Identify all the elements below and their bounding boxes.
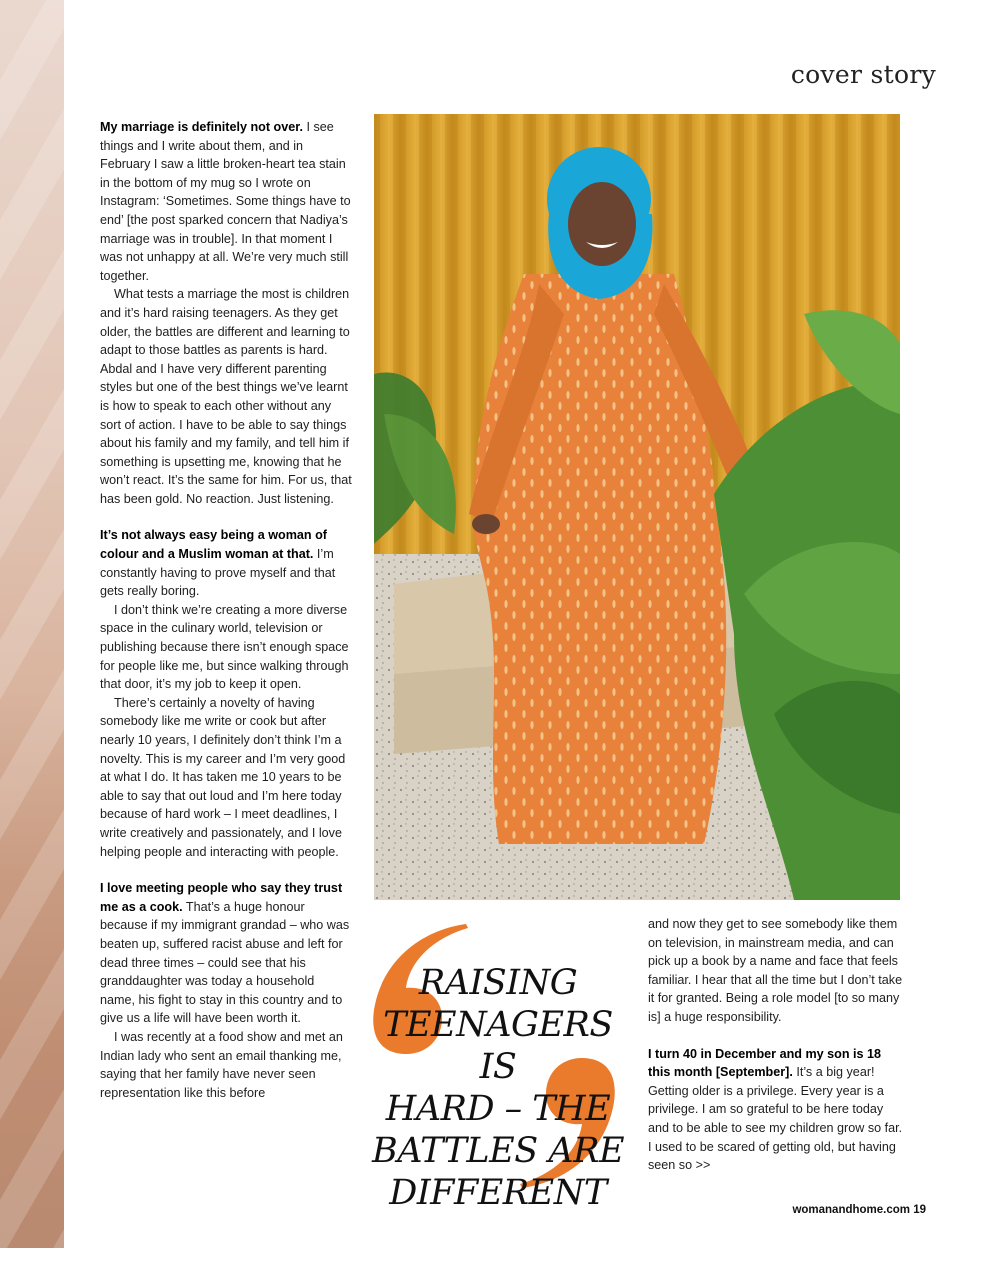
paragraph: There’s certainly a novelty of having somebody like me write or cook but after nearly 10 years, I definitely don’t think I’m a novelty. This is my career and I’m very good at what I do. It has taken me 10 years to be able to say that out loud and I’m here today because of hard work – I meet deadlines, I write creatively and passionately, and I love helping people and interacting with people. bbox=[100, 695, 346, 859]
section-label: cover story bbox=[790, 60, 936, 89]
paragraph: My marriage is definitely not over. I see things and I write about them, and in February I saw a little broken-heart tea stain in the bottom of my mug so I wrote on Instagram: ‘Sometimes. Some things have to end’ [the post sparked concern that Nadiya’s marriage was in trouble]. In that moment I was not unhappy at all. We’re very much still together. bbox=[100, 120, 351, 283]
body-column-left bbox=[100, 118, 352, 1102]
page-folio: womanandhome.com 19 bbox=[792, 1204, 926, 1216]
paragraph: I turn 40 in December and my son is 18 this month [September]. It’s a big year! Getting older is a privilege. Every year is a privilege. I am so grateful to be here today and to be able to see my children grow so far. I used to be scared of getting old, but having seen so >> bbox=[648, 1046, 903, 1173]
pull-quote-line: HARD – THE bbox=[385, 1089, 611, 1129]
paragraph: and now they get to see somebody like them on television, in mainstream media, and can pick up a book by a name and face that feels familiar. I hear that all the time but I don’t take it for granted. Being a role model [to so many is] a huge responsibility. bbox=[648, 917, 903, 1024]
cover-photo bbox=[374, 114, 900, 900]
paragraph: What tests a marriage the most is children and it’s hard raising teenagers. As they get older, the battles are different and learning to adapt to those battles as parents is hard. Abdal and I have very different parenting styles but one of the best things we’ve learnt is how to speak to each other without any sort of action. I have to be able to say things about his family and my family, and tell him if something is upsetting me, knowing that he won’t react. It’s the same for him. For us, that has been gold. No reaction. Just listening. bbox=[100, 287, 352, 506]
pull-quote-line: BATTLES ARE bbox=[372, 1131, 624, 1171]
body-column-right bbox=[648, 915, 904, 1175]
pull-quote-line: RAISING bbox=[418, 963, 578, 1003]
pull-quote-line: TEENAGERS IS bbox=[383, 1005, 613, 1087]
pull-quote-line: DIFFERENT bbox=[389, 1173, 607, 1213]
pull-quote-text bbox=[362, 962, 634, 1214]
paragraph: I love meeting people who say they trust me as a cook. That’s a huge honour because if my immigrant grandad – who was beaten up, suffered racist abuse and left for dead three times – could see that his granddaughter was today a household name, his fight to stay in this country and to give us a life will have been worth it. bbox=[100, 881, 350, 1026]
paragraph: I was recently at a food show and met an Indian lady who sent an email thanking me, saying that her family have never seen representation like this before bbox=[100, 1029, 343, 1100]
pull-quote bbox=[362, 920, 634, 1213]
previous-page-edge bbox=[0, 0, 64, 1248]
paragraph: I don’t think we’re creating a more diverse space in the culinary world, television or publishing because there isn’t enough space for people like me, but since walking through that door, it’s my job to keep it open. bbox=[100, 602, 349, 692]
paragraph: It’s not always easy being a woman of colour and a Muslim woman at that. I’m constantly having to prove myself and that gets really boring. bbox=[100, 528, 336, 599]
